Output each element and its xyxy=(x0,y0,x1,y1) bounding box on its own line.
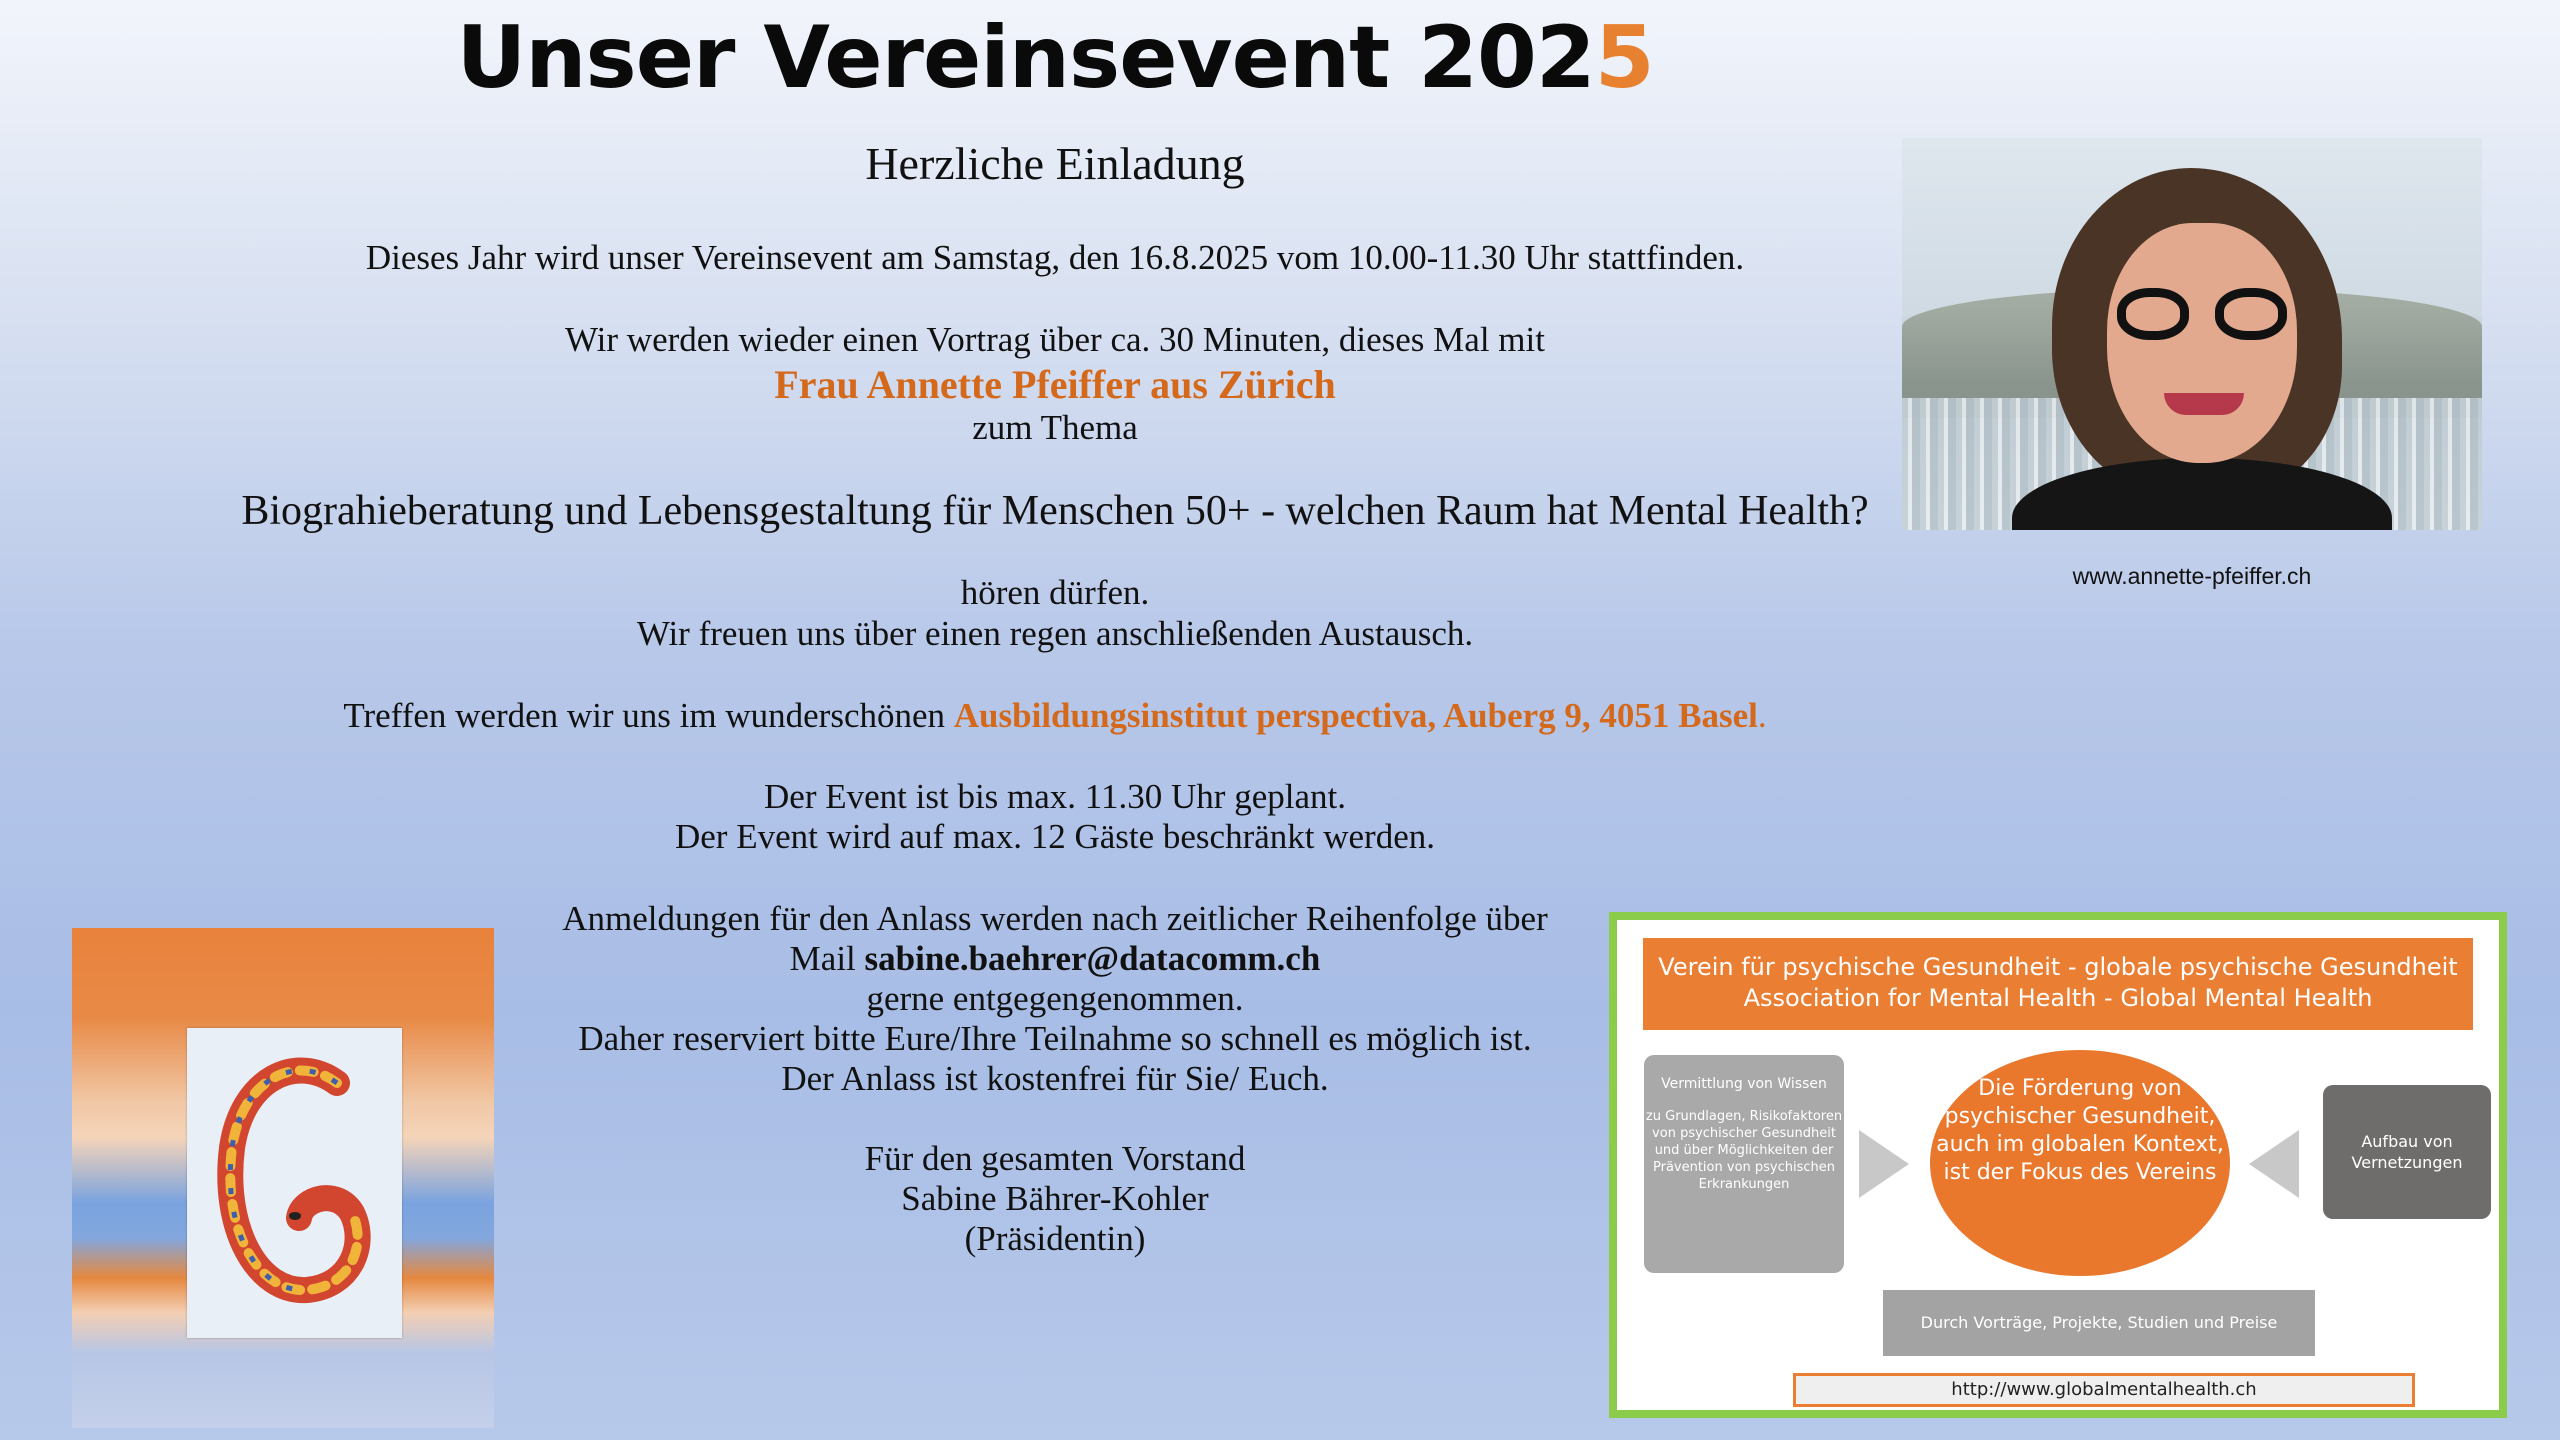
exchange-line: Wir freuen uns über einen regen anschließenden Austausch. xyxy=(636,614,1474,653)
signoff-role: (Präsidentin) xyxy=(964,1219,1146,1258)
hear-line: hören dürfen. xyxy=(960,573,1150,612)
diagram-header: Verein für psychische Gesundheit - globale psychische Gesundheit Association for Mental Health - Global Mental Health xyxy=(1643,938,2473,1030)
registration-line-2: gerne entgegengenommen. xyxy=(866,979,1244,1018)
registration-line-3: Daher reserviert bitte Eure/Ihre Teilnahme so schnell es möglich ist. xyxy=(578,1019,1532,1058)
talk-intro: Wir werden wieder einen Vortrag über ca. 30 Minuten, dieses Mal mit xyxy=(565,320,1545,359)
guest-limit-line: Der Event wird auf max. 12 Gäste beschränkt werden. xyxy=(674,817,1435,856)
venue-line: Treffen werden wir uns im wunderschönen Ausbildungsinstitut perspectiva, Auberg 9, 4051 Basel. xyxy=(343,696,1767,735)
mail-line: Mail sabine.baehrer@datacomm.ch xyxy=(789,939,1321,978)
association-logo xyxy=(72,928,494,1428)
talk-topic: Biograhieberatung und Lebensgestaltung für Menschen 50+ - welchen Raum hat Mental Health? xyxy=(241,488,1869,534)
knowledge-box: Vermittlung von Wissen zu Grundlagen, Risikofaktoren von psychischer Gesundheit und über Möglichkeiten der Prävention von psychischen Erkrankungen xyxy=(1644,1055,1844,1273)
spiral-g-icon xyxy=(187,1028,402,1338)
end-time-line: Der Event ist bis max. 11.30 Uhr geplant. xyxy=(764,777,1346,816)
focus-circle: Die Förderung von psychischer Gesundheit, auch im globalen Kontext, ist der Fokus des Vereins xyxy=(1930,1050,2230,1276)
signoff-name: Sabine Bährer-Kohler xyxy=(901,1179,1209,1218)
association-diagram xyxy=(1609,912,2507,1418)
title-accent-digit: 5 xyxy=(1594,8,1654,108)
arrow-left-icon xyxy=(2249,1130,2299,1198)
network-box: Aufbau von Vernetzungen xyxy=(2323,1085,2491,1219)
speaker-name: Frau Annette Pfeiffer aus Zürich xyxy=(774,362,1336,407)
speaker-photo xyxy=(1902,138,2482,530)
mail-address[interactable]: sabine.baehrer@datacomm.ch xyxy=(864,939,1321,978)
signoff-line-1: Für den gesamten Vorstand xyxy=(864,1139,1246,1178)
invitation-subtitle: Herzliche Einladung xyxy=(865,138,1245,189)
registration-line-4: Der Anlass ist kostenfrei für Sie/ Euch. xyxy=(781,1059,1329,1098)
speaker-website[interactable]: www.annette-pfeiffer.ch xyxy=(2072,563,2312,589)
registration-line-1: Anmeldungen für den Anlass werden nach zeitlicher Reihenfolge über xyxy=(562,899,1548,938)
methods-box: Durch Vorträge, Projekte, Studien und Preise xyxy=(1883,1290,2315,1356)
page-title: Unser Vereinsevent 2025 xyxy=(456,8,1654,108)
event-date-line: Dieses Jahr wird unser Vereinsevent am Samstag, den 16.8.2025 vom 10.00-11.30 Uhr stattfinden. xyxy=(365,238,1745,277)
association-website[interactable]: http://www.globalmentalhealth.ch xyxy=(1793,1373,2415,1407)
venue-name: Ausbildungsinstitut perspectiva, Auberg 9, 4051 Basel xyxy=(953,696,1758,735)
arrow-right-icon xyxy=(1859,1130,1909,1198)
topic-intro: zum Thema xyxy=(972,408,1138,447)
